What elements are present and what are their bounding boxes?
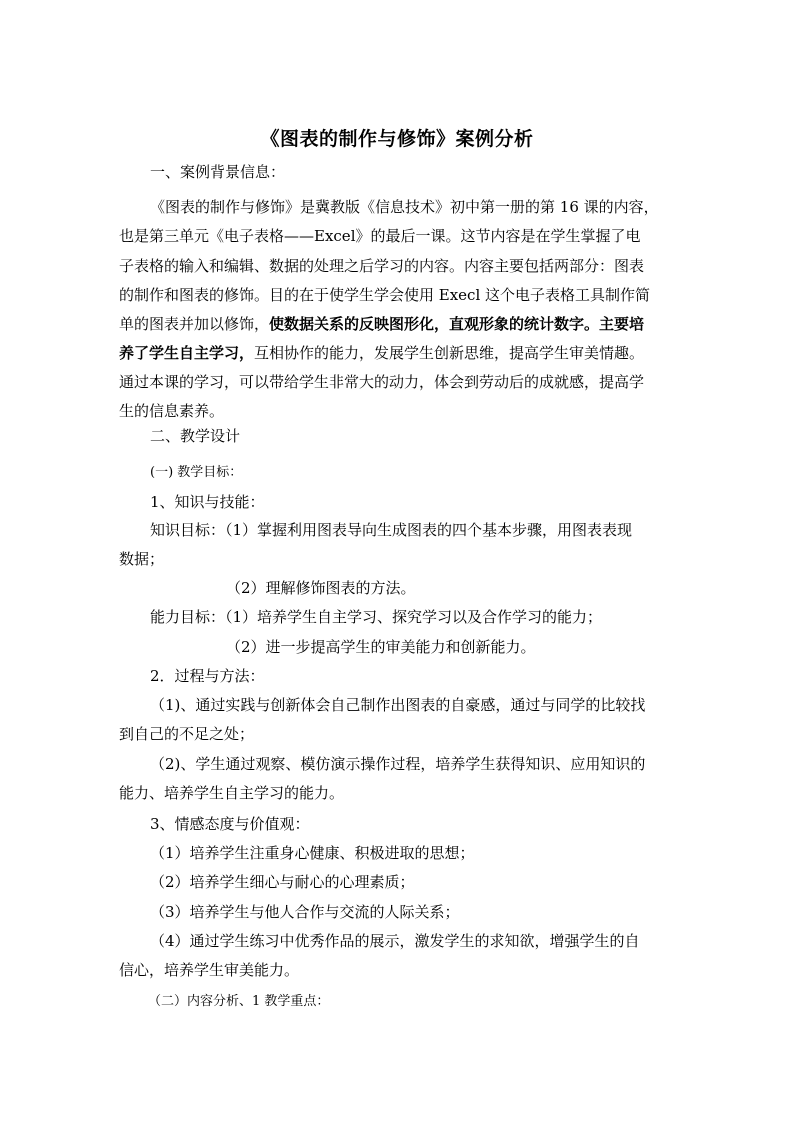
paragraph-line: （4）通过学生练习中优秀作品的展示，激发学生的求知欲，增强学生的自 (150, 932, 640, 950)
subsection-heading-content: （二）内容分析、1 教学重点： (148, 994, 330, 1009)
paragraph-line: （2）进一步提高学生的审美能力和创新能力。 (226, 638, 536, 656)
paragraph-line (119, 342, 644, 364)
paragraph-line: 子表格的输入和编辑、数据的处理之后学习的内容。内容主要包括两部分：图表 (119, 257, 645, 275)
item-heading-knowledge: 1、知识与技能： (150, 493, 265, 511)
paragraph-line: （3）培养学生与他人合作与交流的人际关系； (150, 903, 460, 921)
paragraph-line: （2)、学生通过观察、模仿演示操作过程，培养学生获得知识、应用知识的 (150, 755, 646, 773)
paragraph-emphasis: 使数据关系的反映图形化，直观形象的统计数字。主要培 (269, 315, 645, 333)
paragraph-text: 互相协作的能力，发展学生创新思维，提高学生审美情趣。 (254, 344, 645, 362)
paragraph-line: 数据； (119, 550, 165, 568)
paragraph-line: 能力、培养学生自主学习的能力。 (119, 784, 345, 802)
paragraph-emphasis: 养了学生自主学习， (119, 344, 255, 362)
paragraph-line: 《图表的制作与修饰》是冀教版《信息技术》初中第一册的第 16 课的内容， (150, 198, 659, 216)
paragraph-line: （2）理解修饰图表的方法。 (226, 579, 416, 597)
subsection-heading-goals: (一) 教学目标： (150, 465, 243, 480)
paragraph-line: 也是第三单元《电子表格——Excel》的最后一课。这节内容是在学生掌握了电 (119, 227, 641, 245)
paragraph-line: 知识目标：（1）掌握利用图表导向生成图表的四个基本步骤，用图表表现 (150, 521, 633, 539)
paragraph-line: 到自己的不足之处； (119, 725, 255, 743)
document-title: 《图表的制作与修饰》案例分析 (260, 128, 534, 150)
item-heading-process: 2．过程与方法： (150, 667, 265, 685)
paragraph-line: 的制作和图表的修饰。目的在于使学生学会使用 Execl 这个电子表格工具制作简 (119, 286, 651, 304)
paragraph-line: （2）培养学生细心与耐心的心理素质； (150, 873, 415, 891)
paragraph-text: 单的图表并加以修饰， (119, 315, 270, 333)
section-heading-design: 二、教学设计 (150, 427, 241, 445)
paragraph-line: 生的信息素养。 (119, 402, 225, 420)
paragraph-line: 能力目标：（1）培养学生自主学习、探究学习以及合作学习的能力； (150, 608, 603, 626)
item-heading-emotion: 3、情感态度与价值观： (150, 815, 310, 833)
paragraph-line: 通过本课的学习，可以带给学生非常大的动力，体会到劳动后的成就感，提高学 (119, 373, 645, 391)
paragraph-line: （1）培养学生注重身心健康、积极进取的思想； (150, 844, 475, 862)
section-heading-background: 一、案例背景信息： (150, 163, 286, 181)
paragraph-line: （1)、通过实践与创新体会自己制作出图表的自豪感，通过与同学的比较找 (150, 696, 646, 714)
paragraph-line: 信心，培养学生审美能力。 (119, 961, 300, 979)
paragraph-line (119, 313, 644, 335)
